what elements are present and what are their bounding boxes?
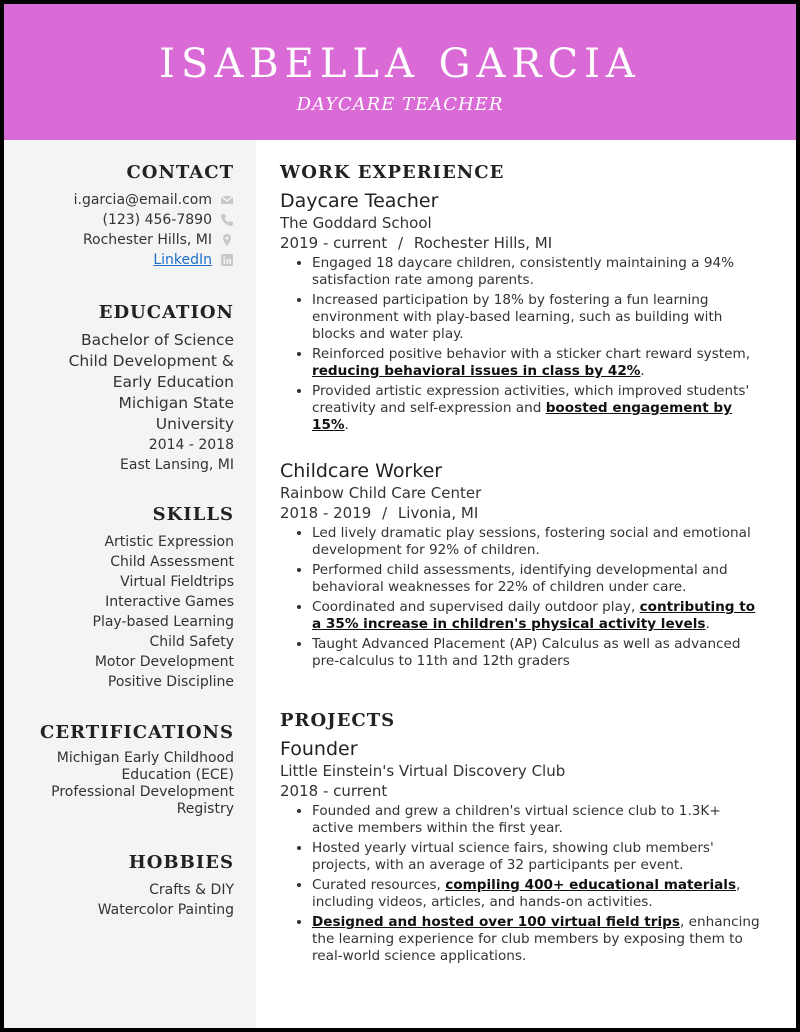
sidebar [4, 140, 256, 1032]
certification-line: Education (ECE) [121, 767, 234, 783]
project-bullets [280, 803, 760, 965]
contact-phone [103, 212, 235, 228]
contact-linkedin[interactable] [153, 252, 234, 268]
bullet [312, 346, 760, 380]
education-location: East Lansing, MI [120, 457, 234, 473]
skill-item: Virtual Fieldtrips [120, 574, 234, 590]
bullet: • Founded and grew a children's virtual science club to 1.3K+ active members within the first year. [312, 803, 760, 837]
contact-location [83, 232, 234, 248]
bullet: • Increased participation by 18% by fostering a fun learning environment with play-based learning, such as building with blocks and water play. [312, 292, 760, 343]
job-1-dates: 2019 - current [280, 234, 388, 252]
skill-item: Child Assessment [110, 554, 234, 570]
project-1 [280, 738, 760, 968]
meta-separator: / [382, 504, 388, 522]
bullet: • Engaged 18 daycare children, consistently maintaining a 94% satisfaction rate among parents. [312, 255, 760, 289]
email-text: i.garcia@email.com [73, 192, 212, 208]
bullet-text: Curated resources, [312, 877, 446, 893]
bullet: • Taught Advanced Placement (AP) Calculus as well as advanced pre-calculus to 11th and 12th graders [312, 636, 760, 670]
bullet-highlight: reducing behavioral issues in class by 42% [312, 363, 641, 379]
bullet-text: . [344, 417, 349, 433]
hobby-item: Watercolor Painting [97, 902, 234, 918]
skills-list [34, 532, 234, 692]
bullet [312, 914, 760, 965]
project-org: Little Einstein's Virtual Discovery Club [280, 762, 566, 780]
bullet: • Led lively dramatic play sessions, fostering social and emotional development for 92% of children. [312, 525, 760, 559]
phone-icon [220, 213, 234, 227]
bullet-text: Provided artistic expression activities, which improved students' creativity and self-expression and [312, 383, 750, 416]
field-line-2: Early Education [112, 373, 234, 391]
job-2-title: Childcare Worker [280, 460, 443, 482]
job-1-bullets [280, 255, 760, 434]
job-1-title: Daycare Teacher [280, 190, 439, 212]
certification-line: Michigan Early Childhood [56, 750, 234, 766]
certification-line: Professional Development [51, 784, 234, 800]
school-line-2: University [155, 415, 234, 433]
job-1 [280, 190, 760, 437]
bullet [312, 599, 760, 633]
hobby-item: Crafts & DIY [149, 882, 234, 898]
bullet [312, 383, 760, 434]
hobbies-list [34, 880, 234, 920]
bullet: • Performed child assessments, identifying developmental and behavioral weaknesses for 22% of children under care. [312, 562, 760, 596]
degree: Bachelor of Science [80, 331, 234, 349]
skill-item: Interactive Games [105, 594, 234, 610]
bullet-text: . [705, 616, 710, 632]
education-block [34, 330, 234, 475]
education-heading: EDUCATION [98, 302, 234, 323]
header-banner [4, 4, 796, 140]
project-dates: 2018 - current [280, 782, 388, 800]
bullet-highlight: Designed and hosted over 100 virtual field trips [312, 914, 680, 930]
certifications-list [34, 750, 234, 818]
project-title: Founder [280, 738, 358, 760]
hobbies-heading: HOBBIES [128, 852, 234, 873]
skill-item: Motor Development [94, 654, 234, 670]
bullet-text: Coordinated and supervised daily outdoor play, [312, 599, 640, 615]
bullet-text: , enhancing the learning experience for club members by exposing them to real-world science applications. [312, 914, 760, 964]
job-2-meta [280, 504, 760, 522]
education-years: 2014 - 2018 [148, 437, 234, 453]
skill-item: Artistic Expression [104, 534, 234, 550]
work-heading: WORK EXPERIENCE [280, 162, 505, 183]
job-2-org: Rainbow Child Care Center [280, 484, 482, 502]
bullet-highlight: boosted engagement by 15% [312, 400, 733, 433]
meta-separator: / [398, 234, 404, 252]
job-1-org: The Goddard School [280, 214, 432, 232]
map-pin-icon [220, 233, 234, 247]
certification-line: Registry [176, 801, 234, 817]
contact-heading: CONTACT [126, 162, 234, 183]
phone-text: (123) 456-7890 [102, 212, 212, 228]
location-text: Rochester Hills, MI [82, 232, 212, 248]
bullet-text: . [640, 363, 645, 379]
contact-email [74, 192, 234, 208]
field-line-1: Child Development & [68, 352, 234, 370]
job-2-bullets [280, 525, 760, 670]
candidate-name: ISABELLA GARCIA [159, 41, 641, 87]
skill-item: Play-based Learning [92, 614, 234, 630]
bullet-text: , including videos, articles, and hands-on activities. [312, 877, 741, 910]
job-1-location: Rochester Hills, MI [413, 234, 553, 252]
bullet-text: Reinforced positive behavior with a sticker chart reward system, [312, 346, 751, 362]
bullet-highlight: compiling 400+ educational materials [445, 877, 737, 893]
skill-item: Child Safety [149, 634, 234, 650]
skills-heading: SKILLS [152, 504, 234, 525]
skill-item: Positive Discipline [107, 674, 234, 690]
envelope-icon [220, 193, 234, 207]
candidate-title: DAYCARE TEACHER [296, 94, 504, 115]
job-2 [280, 460, 760, 673]
linkedin-icon [220, 253, 234, 267]
job-1-meta [280, 234, 760, 252]
bullet [312, 877, 760, 911]
job-2-location: Livonia, MI [397, 504, 479, 522]
certifications-heading: CERTIFICATIONS [40, 722, 234, 743]
school-line-1: Michigan State [118, 394, 234, 412]
bullet-highlight: contributing to a 35% increase in children's physical activity levels [312, 599, 756, 632]
job-2-dates: 2018 - 2019 [280, 504, 372, 522]
linkedin-link[interactable]: LinkedIn [153, 252, 212, 268]
bullet: • Hosted yearly virtual science fairs, showing club members' projects, with an average of 32 participants per event. [312, 840, 760, 874]
projects-heading: PROJECTS [280, 710, 396, 731]
